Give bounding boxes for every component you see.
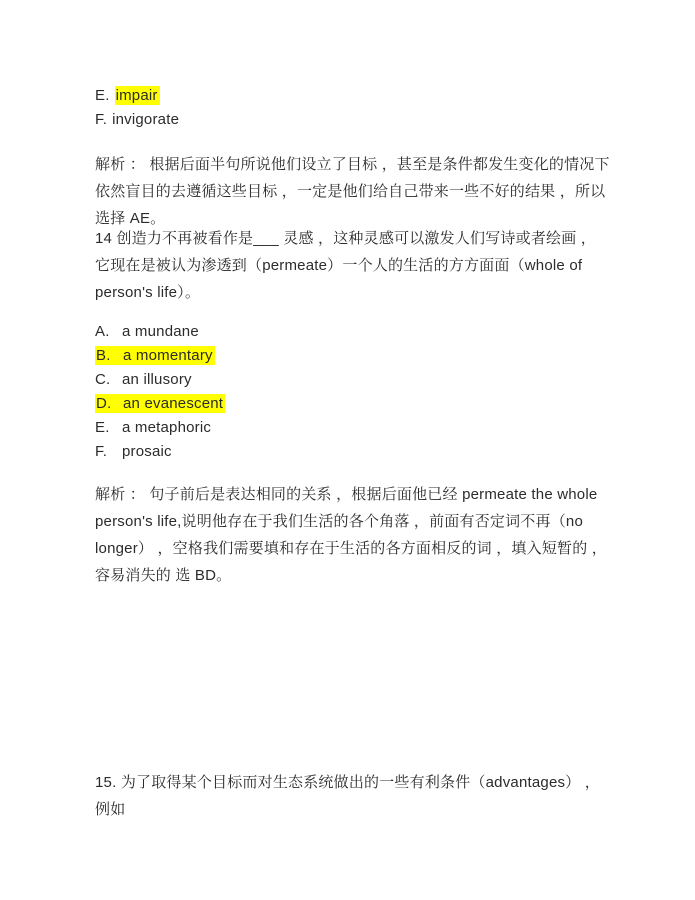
option-text: invigorate — [112, 111, 180, 128]
option-text: a metaphoric — [122, 419, 212, 436]
prev-question-options — [95, 84, 611, 132]
option-chunk — [95, 346, 215, 365]
question-14-stem: 14 创造力不再被看作是___ 灵感 ，这种灵感可以激发人们写诗或者绘画 ， 它现在是被认为渗透到（permeate）一个人的生活的方方面面（whole of person's life）。 — [95, 230, 596, 301]
option-chunk — [95, 323, 199, 340]
option-letter: E. — [95, 419, 110, 436]
option-chunk — [95, 394, 225, 413]
question-15-stem: 15. 为了取得某个目标而对生态系统做出的一些有利条件（advantages） ，例如 — [95, 774, 600, 818]
explanation-14-paragraph: 解析 ： 句子前后是表达相同的关系 ，根据后面他已经 permeate the whole person's life,说明他存在于我们生活的各个角落 ，前面有否定词不再（no longer） ，空格我们需要填和存在于生活的各方面相反的词 ，填入短暂的 ，容易消失的 选 BD。 — [95, 486, 608, 584]
option-line-e — [95, 84, 611, 108]
option-line-f — [95, 108, 611, 132]
option-letter: D. — [96, 395, 112, 412]
option-letter: C. — [95, 371, 111, 388]
option-letter: F. — [95, 443, 108, 460]
option-text: an illusory — [122, 371, 192, 388]
option-text: an evanescent — [123, 395, 224, 412]
option-letter: A. — [95, 323, 110, 340]
option-row-a — [95, 320, 611, 344]
option-text: a momentary — [123, 347, 213, 364]
option-text: prosaic — [122, 443, 172, 460]
question-14-options — [95, 320, 611, 464]
option-text-highlighted: impair — [115, 87, 158, 104]
option-chunk — [95, 443, 172, 460]
option-chunk — [95, 419, 211, 436]
option-row-b — [95, 344, 611, 368]
option-letter: B. — [96, 347, 111, 364]
option-row-d — [95, 392, 611, 416]
option-letter: E. — [95, 87, 110, 104]
option-letter: F. — [95, 111, 108, 128]
option-row-c — [95, 368, 611, 392]
option-row-f — [95, 440, 611, 464]
option-text: a mundane — [122, 323, 199, 340]
explanation-13-paragraph: 解析 ： 根据后面半句所说他们设立了目标 ，甚至是条件都发生变化的情况下依然盲目的去遵循这些目标 ，一定是他们给自己带来一些不好的结果 ，所以选择 AE。 — [95, 156, 610, 227]
option-chunk — [95, 371, 192, 388]
option-row-e — [95, 416, 611, 440]
